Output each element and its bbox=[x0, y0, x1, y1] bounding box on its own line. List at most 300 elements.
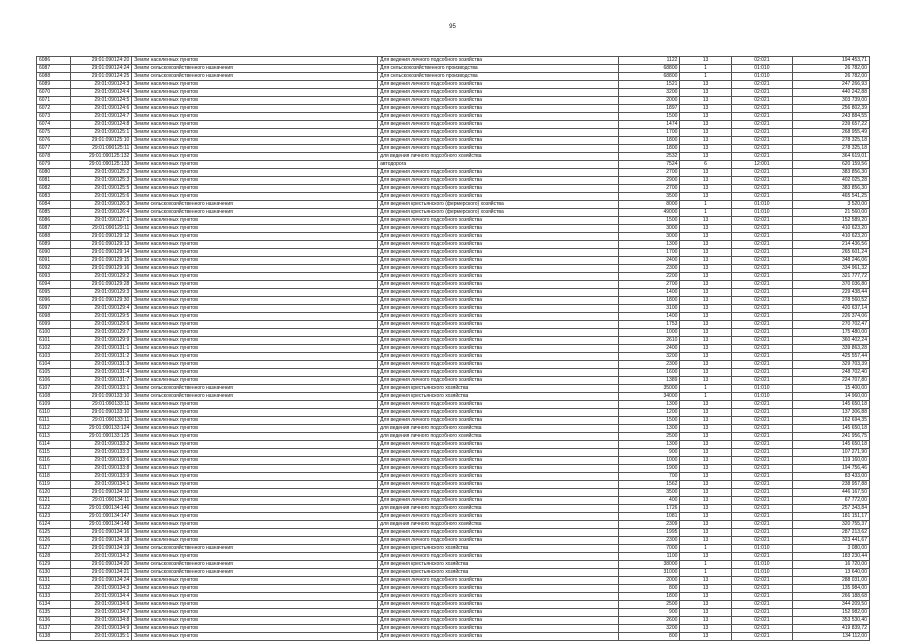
cell-row-number: 6106 bbox=[37, 377, 71, 385]
cell-land-category: Земли населенных пунктов bbox=[132, 537, 378, 545]
cell-cadastral-value: 229 438,44 bbox=[793, 289, 870, 297]
cell-cadastral-number: 29:01:090125:10 bbox=[70, 137, 131, 145]
cell-type-code: 02:021 bbox=[731, 129, 792, 137]
cell-area: 2532 bbox=[618, 153, 679, 161]
cell-cadastral-number: 29:01:090133:2 bbox=[70, 441, 131, 449]
cell-row-number: 6088 bbox=[37, 233, 71, 241]
cell-cadastral-value: 344 209,50 bbox=[793, 601, 870, 609]
table-row bbox=[37, 201, 870, 209]
table-row bbox=[37, 441, 870, 449]
cell-land-category: Земли населенных пунктов bbox=[132, 233, 378, 241]
cell-row-number: 6118 bbox=[37, 473, 71, 481]
cell-land-category: Земли населенных пунктов bbox=[132, 137, 378, 145]
cell-type-code: 01:010 bbox=[731, 73, 792, 81]
table-row bbox=[37, 345, 870, 353]
cell-cadastral-number: 29:01:090125:1 bbox=[70, 129, 131, 137]
cell-row-number: 6111 bbox=[37, 417, 71, 425]
cell-area: 49000 bbox=[618, 209, 679, 217]
cell-cadastral-number: 29:01:090133:10 bbox=[70, 393, 131, 401]
table-row bbox=[37, 593, 870, 601]
cell-land-category: Земли населенных пунктов bbox=[132, 281, 378, 289]
cell-area: 1726 bbox=[618, 505, 679, 513]
cell-permitted-use: Для ведения личного подсобного хозяйства bbox=[378, 417, 619, 425]
cell-group-code: 13 bbox=[680, 497, 731, 505]
cell-land-category: Земли населенных пунктов bbox=[132, 121, 378, 129]
cell-row-number: 6088 bbox=[37, 73, 71, 81]
cell-type-code: 02:021 bbox=[731, 369, 792, 377]
cell-land-category: Земли населенных пунктов bbox=[132, 425, 378, 433]
cell-group-code: 13 bbox=[680, 441, 731, 449]
table-row bbox=[37, 417, 870, 425]
cell-area: 1995 bbox=[618, 529, 679, 537]
cell-row-number: 6130 bbox=[37, 569, 71, 577]
cell-area: 700 bbox=[618, 473, 679, 481]
page-number: 95 bbox=[449, 24, 456, 30]
cell-permitted-use: Для ведения личного подсобного хозяйства bbox=[378, 401, 619, 409]
table-row bbox=[37, 305, 870, 313]
cell-cadastral-value: 278 325,18 bbox=[793, 137, 870, 145]
cell-area: 2000 bbox=[618, 577, 679, 585]
cell-type-code: 02:021 bbox=[731, 505, 792, 513]
table-row bbox=[37, 425, 870, 433]
cell-permitted-use: Для ведения личного подсобного хозяйства bbox=[378, 289, 619, 297]
cell-land-category: Земли населенных пунктов bbox=[132, 553, 378, 561]
cell-row-number: 6103 bbox=[37, 353, 71, 361]
cell-permitted-use: Для ведения личного подсобного хозяйства bbox=[378, 105, 619, 113]
cell-cadastral-number: 29:01:090129:9 bbox=[70, 337, 131, 345]
cell-row-number: 6129 bbox=[37, 561, 71, 569]
cell-row-number: 6091 bbox=[37, 257, 71, 265]
cell-cadastral-value: 83 433,00 bbox=[793, 473, 870, 481]
cell-type-code: 01:010 bbox=[731, 65, 792, 73]
cell-group-code: 1 bbox=[680, 561, 731, 569]
cell-cadastral-number: 29:01:090134:147 bbox=[70, 513, 131, 521]
cell-cadastral-value: 224 707,80 bbox=[793, 377, 870, 385]
cell-cadastral-value: 410 623,20 bbox=[793, 225, 870, 233]
cell-cadastral-value: 465 541,25 bbox=[793, 193, 870, 201]
cell-cadastral-number: 29:01:090125:133 bbox=[70, 161, 131, 169]
cell-group-code: 13 bbox=[680, 625, 731, 633]
cell-area: 1800 bbox=[618, 593, 679, 601]
cell-area: 400 bbox=[618, 497, 679, 505]
cell-cadastral-number: 29:01:090134:16 bbox=[70, 529, 131, 537]
cell-land-category: Земли сельскохозяйственного назначения bbox=[132, 561, 378, 569]
cell-permitted-use: Для ведения личного подсобного хозяйства bbox=[378, 369, 619, 377]
cell-group-code: 13 bbox=[680, 57, 731, 65]
table-row bbox=[37, 617, 870, 625]
cell-row-number: 6124 bbox=[37, 521, 71, 529]
cell-type-code: 02:021 bbox=[731, 433, 792, 441]
cell-row-number: 6092 bbox=[37, 265, 71, 273]
cell-area: 1300 bbox=[618, 241, 679, 249]
cell-group-code: 13 bbox=[680, 233, 731, 241]
cell-cadastral-number: 29:01:090133:9 bbox=[70, 473, 131, 481]
cell-row-number: 6109 bbox=[37, 401, 71, 409]
cell-area: 2200 bbox=[618, 273, 679, 281]
cell-land-category: Земли населенных пунктов bbox=[132, 313, 378, 321]
cell-group-code: 1 bbox=[680, 545, 731, 553]
cell-cadastral-number: 29:01:090129:6 bbox=[70, 321, 131, 329]
cell-cadastral-value: 107 271,90 bbox=[793, 449, 870, 457]
cell-cadastral-number: 29:01:090133:1 bbox=[70, 385, 131, 393]
cell-permitted-use: Для ведения личного подсобного хозяйства bbox=[378, 241, 619, 249]
cell-cadastral-number: 29:01:090124:4 bbox=[70, 89, 131, 97]
cell-area: 31000 bbox=[618, 569, 679, 577]
table-row bbox=[37, 457, 870, 465]
cell-row-number: 6105 bbox=[37, 369, 71, 377]
cell-group-code: 13 bbox=[680, 265, 731, 273]
cell-cadastral-value: 16 720,00 bbox=[793, 561, 870, 569]
table-row bbox=[37, 537, 870, 545]
cell-permitted-use: Для ведения личного подсобного хозяйства bbox=[378, 113, 619, 121]
table-row bbox=[37, 273, 870, 281]
cell-permitted-use: Для ведения личного подсобного хозяйства bbox=[378, 233, 619, 241]
cell-land-category: Земли населенных пунктов bbox=[132, 633, 378, 641]
cell-row-number: 6076 bbox=[37, 137, 71, 145]
cell-permitted-use: Для ведения крестьянского хозяйства bbox=[378, 393, 619, 401]
table-row bbox=[37, 249, 870, 257]
cell-area: 68800 bbox=[618, 73, 679, 81]
table-body bbox=[37, 57, 870, 641]
table-row bbox=[37, 97, 870, 105]
cell-land-category: Земли населенных пунктов bbox=[132, 409, 378, 417]
table-row bbox=[37, 57, 870, 65]
cell-cadastral-number: 29:01:090124:24 bbox=[70, 65, 131, 73]
cell-group-code: 13 bbox=[680, 137, 731, 145]
cell-area: 1562 bbox=[618, 481, 679, 489]
table-row bbox=[37, 137, 870, 145]
table-row bbox=[37, 385, 870, 393]
cell-area: 38000 bbox=[618, 561, 679, 569]
cell-type-code: 02:021 bbox=[731, 193, 792, 201]
cell-type-code: 02:021 bbox=[731, 305, 792, 313]
cell-cadastral-value: 134 112,00 bbox=[793, 633, 870, 641]
cell-row-number: 6082 bbox=[37, 185, 71, 193]
cell-permitted-use: Для ведения личного подсобного хозяйства bbox=[378, 377, 619, 385]
cell-land-category: Земли населенных пунктов bbox=[132, 593, 378, 601]
cell-group-code: 13 bbox=[680, 409, 731, 417]
cell-type-code: 02:021 bbox=[731, 441, 792, 449]
cell-land-category: Земли сельскохозяйственного назначения bbox=[132, 201, 378, 209]
cell-type-code: 02:021 bbox=[731, 417, 792, 425]
cell-cadastral-value: 278 325,18 bbox=[793, 145, 870, 153]
cell-cadastral-number: 29:01:090131:3 bbox=[70, 361, 131, 369]
cell-row-number: 6135 bbox=[37, 609, 71, 617]
cell-area: 2400 bbox=[618, 345, 679, 353]
cell-type-code: 02:021 bbox=[731, 289, 792, 297]
cell-land-category: Земли населенных пунктов bbox=[132, 369, 378, 377]
table-row bbox=[37, 241, 870, 249]
cell-type-code: 01:010 bbox=[731, 569, 792, 577]
cell-cadastral-number: 29:01:090129:4 bbox=[70, 305, 131, 313]
cell-land-category: Земли населенных пунктов bbox=[132, 617, 378, 625]
table-row bbox=[37, 313, 870, 321]
cell-permitted-use: Для ведения личного подсобного хозяйства bbox=[378, 577, 619, 585]
cell-group-code: 13 bbox=[680, 369, 731, 377]
table-row bbox=[37, 505, 870, 513]
cell-permitted-use: Для ведения личного подсобного хозяйства bbox=[378, 313, 619, 321]
cell-land-category: Земли населенных пунктов bbox=[132, 273, 378, 281]
cell-type-code: 02:021 bbox=[731, 401, 792, 409]
cell-area: 1500 bbox=[618, 113, 679, 121]
cell-cadastral-number: 29:01:090134:11 bbox=[70, 497, 131, 505]
cell-cadastral-value: 266 188,68 bbox=[793, 593, 870, 601]
cell-cadastral-number: 29:01:090133:8 bbox=[70, 465, 131, 473]
table-row bbox=[37, 353, 870, 361]
cell-row-number: 6114 bbox=[37, 441, 71, 449]
cell-group-code: 13 bbox=[680, 617, 731, 625]
cell-cadastral-value: 329 703,39 bbox=[793, 361, 870, 369]
cell-land-category: Земли населенных пунктов bbox=[132, 169, 378, 177]
cell-permitted-use: Для ведения личного подсобного хозяйства bbox=[378, 129, 619, 137]
cell-cadastral-number: 29:01:090125:3 bbox=[70, 177, 131, 185]
cell-cadastral-value: 364 619,01 bbox=[793, 153, 870, 161]
cell-cadastral-number: 29:01:090134:20 bbox=[70, 561, 131, 569]
cell-group-code: 1 bbox=[680, 209, 731, 217]
cell-land-category: Земли населенных пунктов bbox=[132, 441, 378, 449]
cell-permitted-use: Для ведения личного подсобного хозяйства bbox=[378, 281, 619, 289]
cell-permitted-use: для ведения личного подсобного хозяйства bbox=[378, 153, 619, 161]
cell-row-number: 6086 bbox=[37, 57, 71, 65]
table-row bbox=[37, 337, 870, 345]
cell-group-code: 1 bbox=[680, 385, 731, 393]
cell-row-number: 6120 bbox=[37, 489, 71, 497]
cell-type-code: 02:021 bbox=[731, 593, 792, 601]
cell-group-code: 13 bbox=[680, 377, 731, 385]
cell-group-code: 13 bbox=[680, 529, 731, 537]
cell-row-number: 6083 bbox=[37, 193, 71, 201]
table-row bbox=[37, 633, 870, 641]
cell-cadastral-number: 29:01:090134:21 bbox=[70, 569, 131, 577]
cell-permitted-use: Для ведения крестьянского (фермерского) хозяйства bbox=[378, 209, 619, 217]
cell-area: 1100 bbox=[618, 553, 679, 561]
cell-row-number: 6073 bbox=[37, 113, 71, 121]
cell-area: 2400 bbox=[618, 257, 679, 265]
table-row bbox=[37, 577, 870, 585]
cell-type-code: 02:021 bbox=[731, 281, 792, 289]
cell-land-category: Земли населенных пунктов bbox=[132, 57, 378, 65]
cell-cadastral-number: 29:01:090134:146 bbox=[70, 505, 131, 513]
cell-land-category: Земли сельскохозяйственного назначения bbox=[132, 209, 378, 217]
cell-permitted-use: Для ведения личного подсобного хозяйства bbox=[378, 537, 619, 545]
cell-group-code: 13 bbox=[680, 177, 731, 185]
cell-permitted-use: Для ведения личного подсобного хозяйства bbox=[378, 273, 619, 281]
cell-cadastral-number: 29:01:090129:11 bbox=[70, 225, 131, 233]
cell-row-number: 6086 bbox=[37, 217, 71, 225]
cell-area: 1800 bbox=[618, 145, 679, 153]
cell-type-code: 02:021 bbox=[731, 97, 792, 105]
cell-type-code: 02:021 bbox=[731, 249, 792, 257]
cell-permitted-use: Для ведения личного подсобного хозяйства bbox=[378, 217, 619, 225]
cell-group-code: 13 bbox=[680, 81, 731, 89]
cell-land-category: Земли населенных пунктов bbox=[132, 529, 378, 537]
cell-cadastral-number: 29:01:090134:2 bbox=[70, 553, 131, 561]
cell-land-category: Земли сельскохозяйственного назначения bbox=[132, 385, 378, 393]
cell-cadastral-value: 402 025,28 bbox=[793, 177, 870, 185]
cell-group-code: 13 bbox=[680, 609, 731, 617]
cell-type-code: 02:021 bbox=[731, 497, 792, 505]
cell-land-category: Земли населенных пунктов bbox=[132, 361, 378, 369]
cell-area: 3200 bbox=[618, 89, 679, 97]
cell-cadastral-value: 440 242,88 bbox=[793, 89, 870, 97]
cell-area: 1800 bbox=[618, 297, 679, 305]
cell-type-code: 02:021 bbox=[731, 513, 792, 521]
cell-area: 3000 bbox=[618, 233, 679, 241]
cell-area: 1400 bbox=[618, 289, 679, 297]
cell-group-code: 13 bbox=[680, 121, 731, 129]
cell-land-category: Земли населенных пунктов bbox=[132, 457, 378, 465]
cell-type-code: 02:021 bbox=[731, 177, 792, 185]
cell-group-code: 13 bbox=[680, 129, 731, 137]
cell-type-code: 01:010 bbox=[731, 561, 792, 569]
cell-row-number: 6127 bbox=[37, 545, 71, 553]
cell-land-category: Земли населенных пунктов bbox=[132, 153, 378, 161]
cell-cadastral-value: 268 955,49 bbox=[793, 129, 870, 137]
table-row bbox=[37, 497, 870, 505]
cell-cadastral-value: 270 702,47 bbox=[793, 321, 870, 329]
cell-area: 1500 bbox=[618, 417, 679, 425]
table-row bbox=[37, 281, 870, 289]
table-row bbox=[37, 401, 870, 409]
cell-type-code: 02:021 bbox=[731, 233, 792, 241]
cell-cadastral-value: 321 777,72 bbox=[793, 273, 870, 281]
cell-area: 2500 bbox=[618, 433, 679, 441]
cell-land-category: Земли населенных пунктов bbox=[132, 321, 378, 329]
cell-cadastral-number: 29:01:090134:19 bbox=[70, 545, 131, 553]
cell-permitted-use: Для ведения личного подсобного хозяйства bbox=[378, 321, 619, 329]
cell-row-number: 6079 bbox=[37, 161, 71, 169]
cell-area: 1753 bbox=[618, 321, 679, 329]
table-row bbox=[37, 73, 870, 81]
cell-area: 2700 bbox=[618, 281, 679, 289]
cell-permitted-use: Для ведения личного подсобного хозяйства bbox=[378, 353, 619, 361]
cell-type-code: 02:021 bbox=[731, 465, 792, 473]
cell-permitted-use: Для ведения личного подсобного хозяйства bbox=[378, 297, 619, 305]
table-row bbox=[37, 289, 870, 297]
cell-cadastral-value: 410 623,20 bbox=[793, 233, 870, 241]
cell-area: 35000 bbox=[618, 385, 679, 393]
cell-area: 3000 bbox=[618, 225, 679, 233]
cell-permitted-use: Для ведения личного подсобного хозяйства bbox=[378, 409, 619, 417]
table-row bbox=[37, 89, 870, 97]
cell-type-code: 02:021 bbox=[731, 361, 792, 369]
cell-group-code: 13 bbox=[680, 289, 731, 297]
cell-type-code: 02:021 bbox=[731, 145, 792, 153]
cell-type-code: 02:021 bbox=[731, 481, 792, 489]
cell-type-code: 02:021 bbox=[731, 425, 792, 433]
cell-group-code: 13 bbox=[680, 97, 731, 105]
cell-permitted-use: Для ведения личного подсобного хозяйства bbox=[378, 361, 619, 369]
table-row bbox=[37, 129, 870, 137]
cell-group-code: 13 bbox=[680, 89, 731, 97]
cell-type-code: 02:021 bbox=[731, 529, 792, 537]
cell-cadastral-value: 194 453,71 bbox=[793, 57, 870, 65]
cell-row-number: 6132 bbox=[37, 585, 71, 593]
cell-cadastral-value: 152 589,20 bbox=[793, 217, 870, 225]
cell-row-number: 6089 bbox=[37, 241, 71, 249]
cell-cadastral-value: 287 213,62 bbox=[793, 529, 870, 537]
cell-group-code: 13 bbox=[680, 417, 731, 425]
cell-cadastral-number: 29:01:090125:5 bbox=[70, 185, 131, 193]
cell-type-code: 02:021 bbox=[731, 409, 792, 417]
table-row bbox=[37, 217, 870, 225]
cell-cadastral-number: 29:01:090125:6 bbox=[70, 193, 131, 201]
cell-cadastral-value: 226 374,06 bbox=[793, 313, 870, 321]
cell-area: 2610 bbox=[618, 337, 679, 345]
cell-land-category: Земли населенных пунктов bbox=[132, 497, 378, 505]
table-row bbox=[37, 377, 870, 385]
cell-permitted-use: Для ведения личного подсобного хозяйства bbox=[378, 89, 619, 97]
cell-land-category: Земли населенных пунктов bbox=[132, 473, 378, 481]
cell-cadastral-value: 348 246,06 bbox=[793, 257, 870, 265]
cell-land-category: Земли населенных пунктов bbox=[132, 521, 378, 529]
table-row bbox=[37, 225, 870, 233]
cell-permitted-use: Для ведения крестьянского хозяйства bbox=[378, 385, 619, 393]
cell-cadastral-number: 29:01:090124:3 bbox=[70, 81, 131, 89]
cell-land-category: Земли населенных пунктов bbox=[132, 449, 378, 457]
cell-group-code: 13 bbox=[680, 145, 731, 153]
cell-group-code: 13 bbox=[680, 489, 731, 497]
cell-cadastral-number: 29:01:090124:25 bbox=[70, 73, 131, 81]
cell-land-category: Земли населенных пунктов bbox=[132, 505, 378, 513]
cell-cadastral-number: 29:01:090126:3 bbox=[70, 201, 131, 209]
cell-cadastral-value: 339 863,28 bbox=[793, 345, 870, 353]
cell-cadastral-value: 334 961,32 bbox=[793, 265, 870, 273]
cell-area: 1389 bbox=[618, 377, 679, 385]
cell-permitted-use: для ведения личного подсобного хозяйства bbox=[378, 505, 619, 513]
cell-cadastral-number: 29:01:090124:6 bbox=[70, 105, 131, 113]
cell-permitted-use: Для ведения личного подсобного хозяйства bbox=[378, 593, 619, 601]
cell-group-code: 13 bbox=[680, 273, 731, 281]
table-row bbox=[37, 193, 870, 201]
cell-type-code: 02:021 bbox=[731, 217, 792, 225]
cell-type-code: 02:021 bbox=[731, 377, 792, 385]
table-row bbox=[37, 233, 870, 241]
cell-permitted-use: Для ведения личного подсобного хозяйства bbox=[378, 57, 619, 65]
cell-type-code: 02:021 bbox=[731, 121, 792, 129]
cell-cadastral-number: 29:01:090133:10 bbox=[70, 409, 131, 417]
cell-permitted-use: Для ведения личного подсобного хозяйства bbox=[378, 441, 619, 449]
cell-cadastral-value: 256 802,39 bbox=[793, 105, 870, 113]
table-row bbox=[37, 169, 870, 177]
cell-cadastral-number: 29:01:090125:2 bbox=[70, 169, 131, 177]
cell-land-category: Земли населенных пунктов bbox=[132, 113, 378, 121]
cell-type-code: 02:021 bbox=[731, 169, 792, 177]
cell-permitted-use: Для ведения личного подсобного хозяйства bbox=[378, 177, 619, 185]
cell-area: 2000 bbox=[618, 97, 679, 105]
land-registry-table bbox=[36, 56, 870, 641]
cell-land-category: Земли сельскохозяйственного назначения bbox=[132, 65, 378, 73]
cell-area: 2300 bbox=[618, 265, 679, 273]
cell-permitted-use: Для ведения личного подсобного хозяйства bbox=[378, 457, 619, 465]
cell-land-category: Земли населенных пунктов bbox=[132, 377, 378, 385]
cell-permitted-use: Для ведения личного подсобного хозяйства bbox=[378, 137, 619, 145]
cell-cadastral-value: 288 031,00 bbox=[793, 577, 870, 585]
cell-row-number: 6078 bbox=[37, 153, 71, 161]
cell-cadastral-value: 13 640,00 bbox=[793, 569, 870, 577]
cell-row-number: 6123 bbox=[37, 513, 71, 521]
table-row bbox=[37, 545, 870, 553]
cell-group-code: 13 bbox=[680, 553, 731, 561]
cell-land-category: Земли сельскохозяйственного назначения bbox=[132, 393, 378, 401]
cell-cadastral-value: 239 657,22 bbox=[793, 121, 870, 129]
cell-permitted-use: Для ведения личного подсобного хозяйства bbox=[378, 625, 619, 633]
cell-land-category: Земли населенных пунктов bbox=[132, 185, 378, 193]
cell-row-number: 6107 bbox=[37, 385, 71, 393]
cell-cadastral-number: 29:01:090129:12 bbox=[70, 233, 131, 241]
cell-type-code: 01:010 bbox=[731, 385, 792, 393]
cell-area: 800 bbox=[618, 585, 679, 593]
